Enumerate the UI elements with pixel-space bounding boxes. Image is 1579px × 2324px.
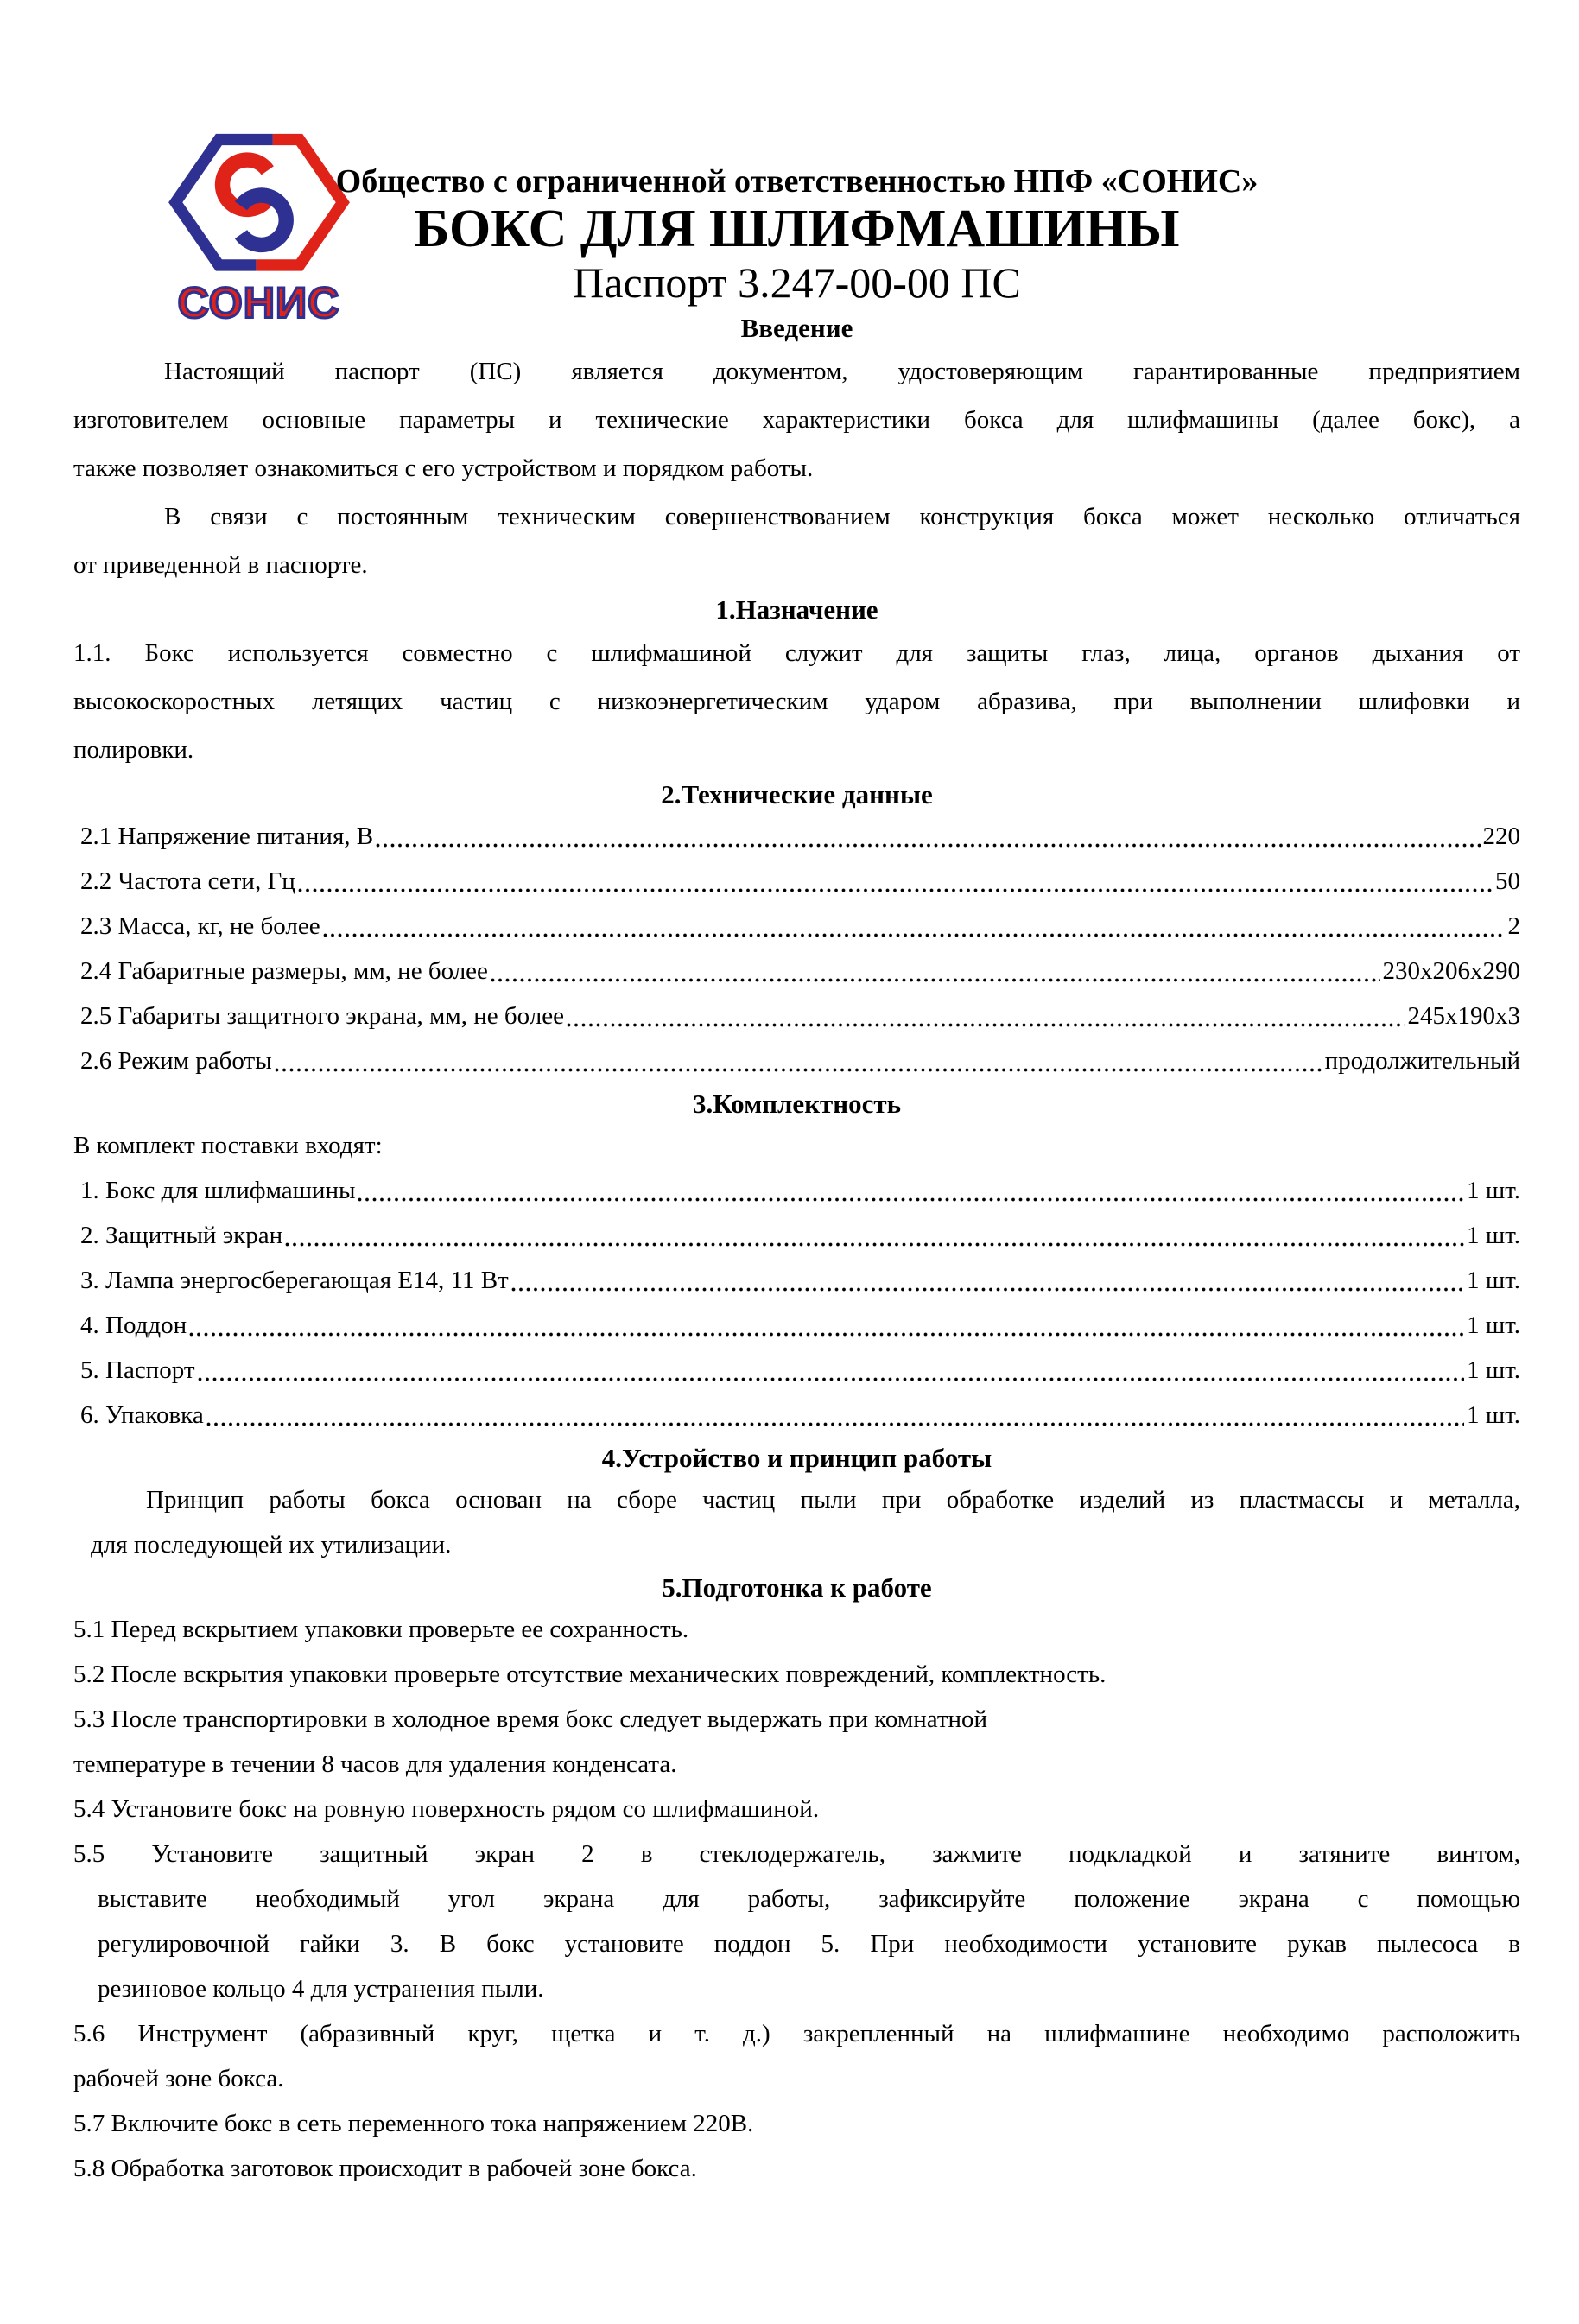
kit-row-label: 6. Упаковка xyxy=(80,1401,204,1429)
kit-row-value: 1 шт. xyxy=(1467,1267,1520,1294)
tech-row-label: 2.4 Габаритные размеры, мм, не более xyxy=(80,957,488,985)
tech-row-label: 2.1 Напряжение питания, В xyxy=(80,822,374,850)
dot-leader xyxy=(198,1348,1465,1393)
company-name: Общество с ограниченной ответственностью НПФ «СОНИС» xyxy=(335,163,1259,200)
paragraph-line: В связи с постоянным техническим совершенствованием конструкция бокса может несколько отличаться xyxy=(164,503,1520,530)
tech-row xyxy=(73,814,1520,859)
kit-row xyxy=(73,1168,1520,1213)
dot-leader xyxy=(567,994,1405,1038)
tech-row-value: 220 xyxy=(1482,822,1520,850)
tech-data-list xyxy=(73,814,1520,1083)
section-4-paragraph xyxy=(73,1477,1520,1567)
paragraph-line: 1.1. Бокс используется совместно с шлифмашиной служит для защиты глаз, лица, органов дыхания от xyxy=(73,639,1520,667)
tech-row-value: продолжительный xyxy=(1324,1047,1520,1075)
kit-row-label: 5. Паспорт xyxy=(80,1356,195,1384)
tech-row-label: 2.5 Габариты защитного экрана, мм, не более xyxy=(80,1002,564,1030)
kit-row-label: 2. Защитный экран xyxy=(80,1222,283,1249)
kit-row-label: 1. Бокс для шлифмашины xyxy=(80,1177,356,1204)
prep-item-5-5 xyxy=(73,1832,1520,2011)
kit-row-value: 1 шт. xyxy=(1467,1311,1520,1339)
section-1-heading: 1.Назначение xyxy=(715,594,878,625)
kit-row xyxy=(73,1258,1520,1303)
section-5-heading: 5.Подготонка к работе xyxy=(662,1572,932,1603)
section-1-paragraph xyxy=(73,629,1520,774)
kit-lead-text: В комплект поставки входят: xyxy=(73,1132,383,1159)
paragraph-line: 5.3 После транспортировки в холодное время бокс следует выдержать при комнатной xyxy=(73,1705,988,1733)
prep-item-5-2: 5.2 После вскрытия упаковки проверьте отсутствие механических повреждений, комплектность. xyxy=(73,1660,1107,1688)
tech-row-value: 2 xyxy=(1507,912,1520,940)
document-title: БОКС ДЛЯ ШЛИФМАШИНЫ xyxy=(414,200,1180,258)
paragraph-line: регулировочной гайки 3. В бокс установите поддон 5. При необходимости установите рукав пылесоса в xyxy=(98,1930,1520,1958)
kit-row xyxy=(73,1213,1520,1258)
paragraph-line: 5.5 Установите защитный экран 2 в стеклодержатель, зажмите подкладкой и затяните винтом, xyxy=(73,1840,1520,1868)
paragraph-line: температуре в течении 8 часов для удаления конденсата. xyxy=(73,1750,677,1778)
tech-row xyxy=(73,994,1520,1038)
kit-row-value: 1 шт. xyxy=(1467,1401,1520,1429)
prep-item-5-6 xyxy=(73,2011,1520,2101)
section-4-heading: 4.Устройство и принцип работы xyxy=(601,1443,992,1473)
tech-row-value: 245х190х3 xyxy=(1407,1002,1520,1030)
document-content xyxy=(73,0,1520,2191)
tech-row-value: 230х206х290 xyxy=(1382,957,1520,985)
kit-row xyxy=(73,1303,1520,1348)
kit-row xyxy=(73,1393,1520,1438)
section-3-heading: 3.Комплектность xyxy=(692,1089,902,1119)
kit-row-value: 1 шт. xyxy=(1467,1356,1520,1384)
paragraph-line: Принцип работы бокса основан на сборе частиц пыли при обработке изделий из пластмассы и металла, xyxy=(146,1486,1520,1514)
dot-leader xyxy=(491,949,1380,994)
dot-leader xyxy=(323,904,1506,949)
paragraph-line: 5.6 Инструмент (абразивный круг, щетка и т. д.) закрепленный на шлифмашине необходимо расположить xyxy=(73,2020,1520,2048)
tech-row xyxy=(73,1038,1520,1083)
paragraph-line: также позволяет ознакомиться с его устройством и порядком работы. xyxy=(73,454,814,482)
dot-leader xyxy=(376,814,1480,859)
prep-item-5-3 xyxy=(73,1697,1520,1787)
tech-row xyxy=(73,904,1520,949)
intro-heading: Введение xyxy=(740,313,853,343)
paragraph-line: изготовителем основные параметры и технические характеристики бокса для шлифмашины (далее бокс), а xyxy=(73,406,1520,434)
kit-list xyxy=(73,1168,1520,1438)
paragraph-line: рабочей зоне бокса. xyxy=(73,2065,284,2092)
paragraph-line: резиновое кольцо 4 для устранения пыли. xyxy=(98,1975,544,2003)
paragraph-line: выставите необходимый угол экрана для работы, зафиксируйте положение экрана с помощью xyxy=(98,1885,1520,1913)
prep-item-5-8: 5.8 Обработка заготовок происходит в рабочей зоне бокса. xyxy=(73,2155,697,2182)
tech-row-label: 2.2 Частота сети, Гц xyxy=(80,867,295,895)
tech-row xyxy=(73,949,1520,994)
dot-leader xyxy=(275,1038,1322,1083)
prep-list xyxy=(73,1607,1520,2191)
prep-item-5-4: 5.4 Установите бокс на ровную поверхность рядом со шлифмашиной. xyxy=(73,1795,820,1823)
prep-item-5-1: 5.1 Перед вскрытием упаковки проверьте ее сохранность. xyxy=(73,1616,689,1643)
section-2-heading: 2.Технические данные xyxy=(661,779,933,810)
kit-row-value: 1 шт. xyxy=(1467,1177,1520,1204)
tech-row-value: 50 xyxy=(1495,867,1520,895)
intro-paragraph-2 xyxy=(73,492,1520,589)
dot-leader xyxy=(206,1393,1464,1438)
paragraph-line: полировки. xyxy=(73,736,194,764)
dot-leader xyxy=(285,1213,1464,1258)
tech-row-label: 2.6 Режим работы xyxy=(80,1047,272,1075)
kit-row-value: 1 шт. xyxy=(1467,1222,1520,1249)
document-subtitle: Паспорт 3.247-00-00 ПС xyxy=(573,258,1021,307)
paragraph-line: от приведенной в паспорте. xyxy=(73,551,368,579)
dot-leader xyxy=(189,1303,1464,1348)
intro-paragraph-1 xyxy=(73,347,1520,492)
dot-leader xyxy=(298,859,1493,904)
kit-row-label: 3. Лампа энергосберегающая Е14, 11 Вт xyxy=(80,1267,509,1294)
logo-wordmark: СОНИС xyxy=(177,278,340,327)
dot-leader xyxy=(358,1168,1464,1213)
paragraph-line: для последующей их утилизации. xyxy=(91,1531,452,1559)
kit-row xyxy=(73,1348,1520,1393)
tech-row-label: 2.3 Масса, кг, не более xyxy=(80,912,320,940)
paragraph-line: высокоскоростных летящих частиц с низкоэнергетическим ударом абразива, при выполнении шлифовки и xyxy=(73,688,1520,715)
dot-leader xyxy=(511,1258,1464,1303)
paragraph-line: Настоящий паспорт (ПС) является документом, удостоверяющим гарантированные предприятием xyxy=(164,358,1520,385)
tech-row xyxy=(73,859,1520,904)
prep-item-5-7: 5.7 Включите бокс в сеть переменного тока напряжением 220В. xyxy=(73,2110,754,2137)
kit-row-label: 4. Поддон xyxy=(80,1311,187,1339)
